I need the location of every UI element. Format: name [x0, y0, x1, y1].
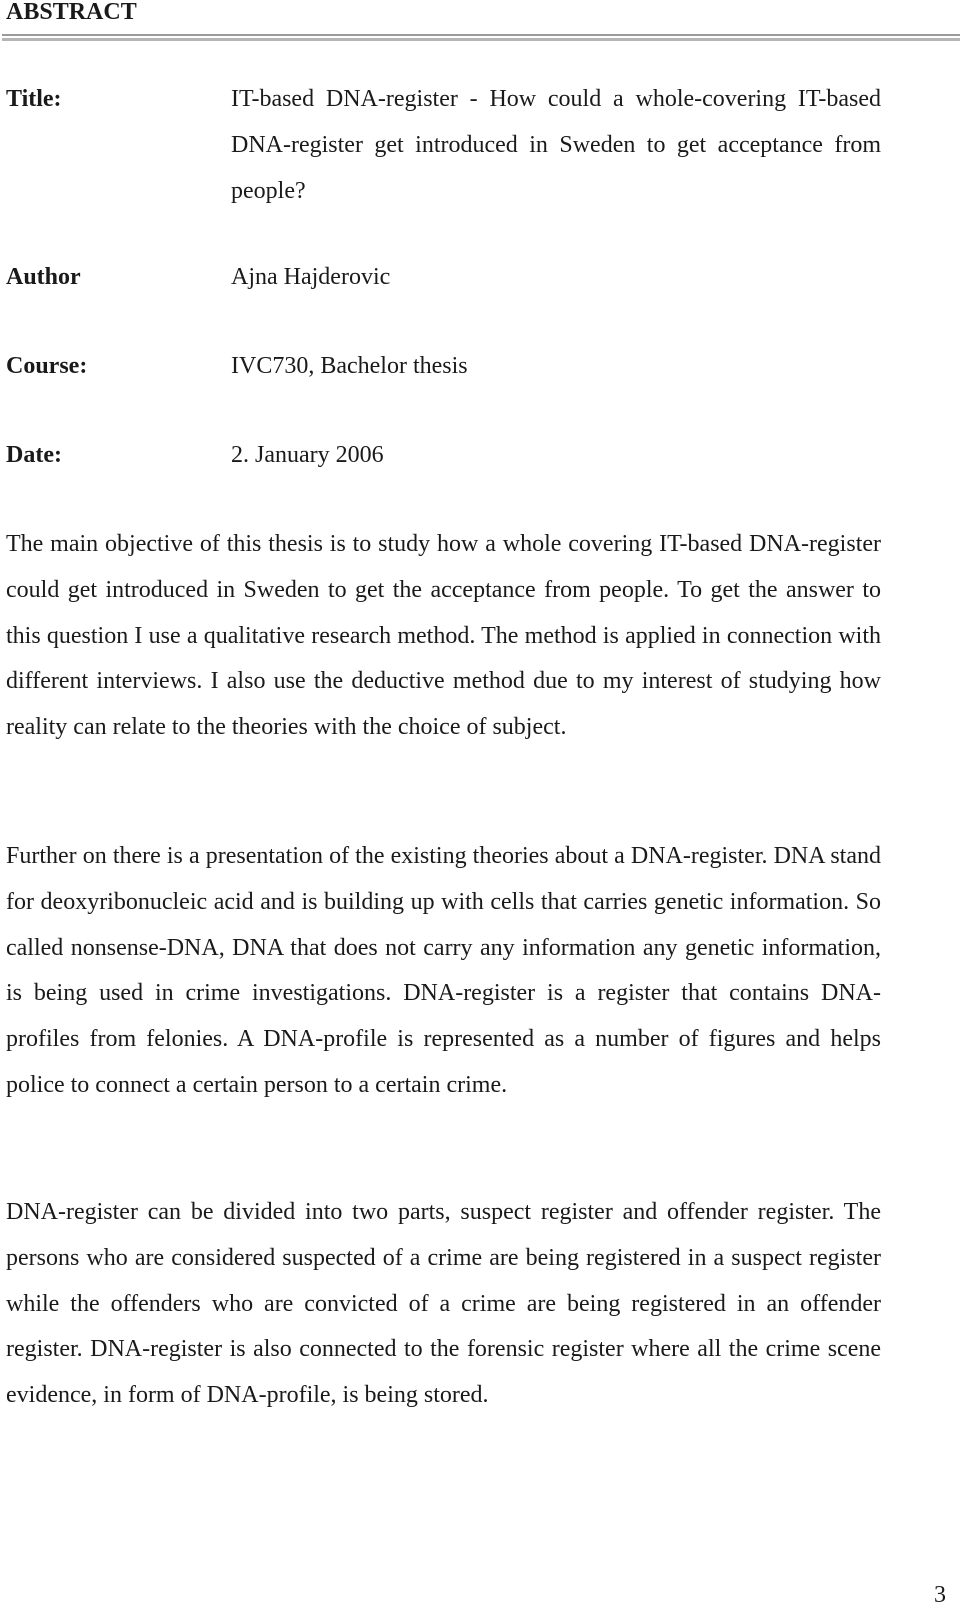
heading-rule-bottom — [2, 38, 960, 41]
heading-rule-top — [2, 34, 960, 36]
abstract-paragraph-2: Further on there is a presentation of the existing theories about a DNA-register. DNA stand for deoxyribonucleic acid and is building up with cells that carries genetic information. So called nonsense-DNA, DNA that does not carry any information any genetic information, is being used in crime investigations. DNA-register is a register that contains DNA-profiles from felonies. A DNA-profile is represented as a number of figures and helps police to connect a certain person to a certain crime. — [6, 843, 881, 1098]
course-label: Course: — [6, 353, 88, 379]
meta-date-row — [6, 432, 881, 478]
title-label: Title: — [6, 86, 62, 112]
author-value: Ajna Hajderovic — [231, 264, 391, 290]
abstract-heading: ABSTRACT — [6, 0, 137, 25]
date-label: Date: — [6, 442, 62, 468]
abstract-paragraph-1: The main objective of this thesis is to study how a whole covering IT-based DNA-register could get introduced in Sweden to get the acceptance from people. To get the answer to this question I use a qualitative research method. The method is applied in connection with different interviews. I also use the deductive method due to my interest of studying how reality can relate to the theories with the choice of subject. — [6, 531, 881, 741]
meta-title-row — [6, 76, 881, 214]
meta-course-row — [6, 343, 881, 389]
course-value: IVC730, Bachelor thesis — [231, 353, 468, 379]
abstract-paragraph-3: DNA-register can be divided into two parts, suspect register and offender register. The persons who are considered suspected of a crime are being registered in a suspect register while the offenders who are convicted of a crime are being registered in an offender register. DNA-register is also connected to the forensic register where all the crime scene evidence, in form of DNA-profile, is being stored. — [6, 1199, 881, 1409]
date-value: 2. January 2006 — [231, 442, 384, 468]
author-label: Author — [6, 264, 81, 290]
meta-author-row — [6, 254, 881, 300]
page-number: 3 — [934, 1582, 946, 1608]
title-value: IT-based DNA-register - How could a whole-covering IT-based DNA-register get introduced in Sweden to get acceptance from people? — [231, 86, 881, 204]
